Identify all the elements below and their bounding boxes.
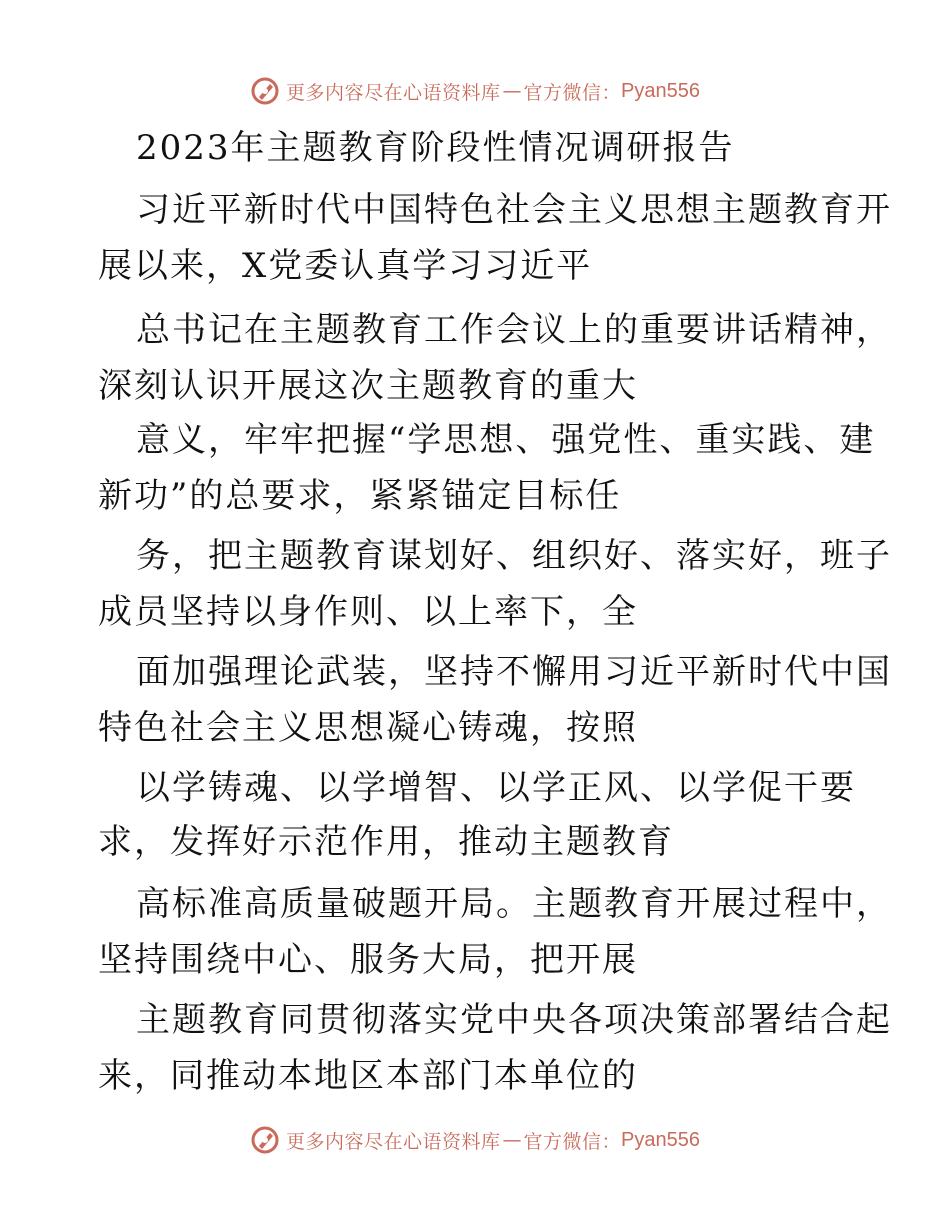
watermark-text: 更多内容尽在心语资料库 xyxy=(286,81,501,104)
paragraph-line: 意义，牢牢把握“学思想、强党性、重实践、建 xyxy=(136,420,876,460)
paragraph-line: 深刻认识开展这次主题教育的重大 xyxy=(98,366,638,406)
paragraph-line: 面加强理论武装，坚持不懈用习近平新时代中国 xyxy=(136,652,892,692)
watermark-contact-id: Pyan556 xyxy=(621,1128,700,1151)
paragraph-line: 高标准高质量破题开局。主题教育开展过程中， xyxy=(136,884,892,924)
document-title: 2023年主题教育阶段性情况调研报告 xyxy=(136,128,735,168)
paragraph-line: 以学铸魂、以学增智、以学正风、以学促干要 xyxy=(136,768,856,808)
watermark-text: 更多内容尽在心语资料库 xyxy=(286,1130,501,1153)
watermark-contact-label: 官方微信： xyxy=(523,1130,622,1153)
paragraph-line: 习近平新时代中国特色社会主义思想主题教育开 xyxy=(136,190,892,230)
header-watermark xyxy=(0,73,950,109)
watermark-separator: — xyxy=(502,1129,522,1151)
paragraph-line: 主题教育同贯彻落实党中央各项决策部署结合起 xyxy=(136,1000,892,1040)
pen-circle-logo-icon xyxy=(250,76,280,106)
watermark-contact-label: 官方微信： xyxy=(523,81,622,104)
watermark-separator: — xyxy=(502,80,522,102)
paragraph-line: 展以来，X党委认真学习习近平 xyxy=(98,246,593,286)
paragraph-line: 总书记在主题教育工作会议上的重要讲话精神， xyxy=(136,310,892,350)
watermark-contact-id: Pyan556 xyxy=(621,79,700,102)
paragraph-line: 务，把主题教育谋划好、组织好、落实好，班子 xyxy=(136,536,892,576)
pen-circle-logo-icon xyxy=(250,1125,280,1155)
paragraph-line: 成员坚持以身作则、以上率下，全 xyxy=(98,592,638,632)
paragraph-line: 来，同推动本地区本部门本单位的 xyxy=(98,1056,638,1096)
paragraph-line: 坚持围绕中心、服务大局，把开展 xyxy=(98,940,638,980)
paragraph-line: 求，发挥好示范作用，推动主题教育 xyxy=(98,822,674,862)
paragraph-line: 新功”的总要求，紧紧锚定目标任 xyxy=(98,476,622,516)
paragraph-line: 特色社会主义思想凝心铸魂，按照 xyxy=(98,708,638,748)
footer-watermark xyxy=(0,1122,950,1158)
